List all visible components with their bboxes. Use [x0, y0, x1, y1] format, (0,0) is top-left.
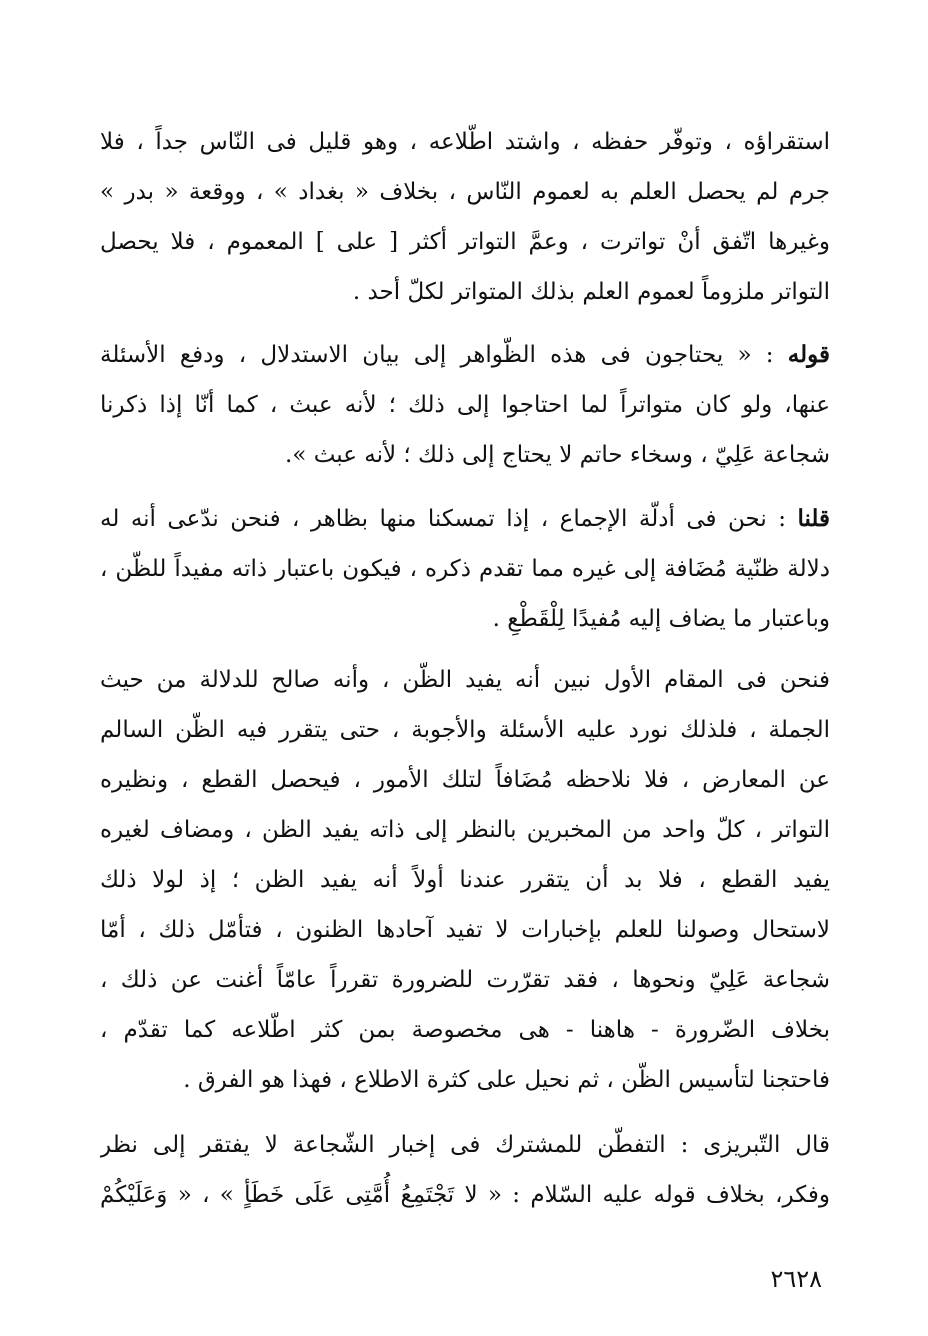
text-line: التواتر ملزوماً لعموم العلم بذلك المتواتر لكلّ أحد .	[352, 279, 830, 305]
text-line: لاستحال وصولنا للعلم بإخبارات لا تفيد آحادها الظنون ، فتأمّل ذلك ، أمّا	[100, 917, 830, 943]
lead-word: قوله	[787, 341, 830, 368]
paragraph-4	[100, 655, 830, 1105]
text-line: شجاعة عَلِيّ ونحوها ، فقد تقرّرت للضرورة تقرراً عامّاً أغنت عن ذلك ،	[100, 967, 830, 993]
text-line-rest: : نحن فى أدلّة الإجماع ، إذا تمسكنا منها بظاهر ، فنحن ندّعى أنه له	[100, 506, 798, 532]
text-line: شجاعة عَلِيّ ، وسخاء حاتم لا يحتاج إلى ذلك ؛ لأنه عبث ».	[285, 442, 830, 468]
text-line: عن المعارض ، فلا نلاحظه مُضَافاً لتلك الأمور ، فيحصل القطع ، ونظيره	[100, 767, 830, 793]
text-line-rest: : « يحتاجون فى هذه الظّواهر إلى بيان الاستدلال ، ودفع الأسئلة	[100, 342, 788, 368]
text-line	[100, 494, 830, 544]
paragraph-5	[100, 1120, 830, 1220]
paragraph-1	[100, 117, 830, 317]
text-line: استقراؤه ، وتوفّر حفظه ، واشتد اطّلاعه ، وهو قليل فى النّاس جداً ، فلا	[100, 129, 830, 155]
text-line: التواتر ، كلّ واحد من المخبرين بالنظر إلى ذاته يفيد الظن ، ومضاف لغيره	[100, 817, 830, 843]
text-line: فنحن فى المقام الأول نبين أنه يفيد الظّن ، وأنه صالح للدلالة من حيث	[100, 667, 830, 693]
text-line: وباعتبار ما يضاف إليه مُفيدًا لِلْقَطْعِ .	[492, 606, 830, 632]
text-line: فاحتجنا لتأسيس الظّن ، ثم نحيل على كثرة الاطلاع ، فهذا هو الفرق .	[183, 1067, 830, 1093]
lead-word: قلنا	[797, 505, 830, 532]
text-line: يفيد القطع ، فلا بد أن يتقرر عندنا أولاً أنه يفيد الظن ؛ إذ لولا ذلك	[100, 867, 830, 893]
paragraph-2	[100, 330, 830, 480]
page-number: ٢٦٢٨	[770, 1265, 822, 1293]
text-line: جرم لم يحصل العلم به لعموم النّاس ، بخلاف « بغداد » ، ووقعة « بدر »	[100, 179, 830, 205]
text-line: عنها، ولو كان متواتراً لما احتاجوا إلى ذلك ؛ لأنه عبث ، كما أنّا إذا ذكرنا	[100, 392, 830, 418]
text-line: دلالة ظنّية مُضَافة إلى غيره مما تقدم ذكره ، فيكون باعتبار ذاته مفيداً للظّن ،	[100, 556, 830, 582]
text-line: قال التّبريزى : التفطّن للمشترك فى إخبار الشّجاعة لا يفتقر إلى نظر	[100, 1132, 830, 1158]
text-line: وفكر، بخلاف قوله عليه السّلام : « لا تَجْتَمِعُ أُمَّتِى عَلَى خَطَأٍ » ، « وَعَلَيْكُمْ	[100, 1182, 830, 1208]
paragraph-3	[100, 494, 830, 644]
text-line: وغيرها اتّفق أنْ تواترت ، وعمَّ التواتر أكثر [ على ] المعموم ، فلا يحصل	[100, 229, 830, 255]
text-line: بخلاف الضّرورة - هاهنا - هى مخصوصة بمن كثر اطّلاعه كما تقدّم ،	[100, 1017, 830, 1043]
text-line: الجملة ، فلذلك نورد عليه الأسئلة والأجوبة ، حتى يتقرر فيه الظّن السالم	[100, 717, 830, 743]
text-line	[100, 330, 830, 380]
